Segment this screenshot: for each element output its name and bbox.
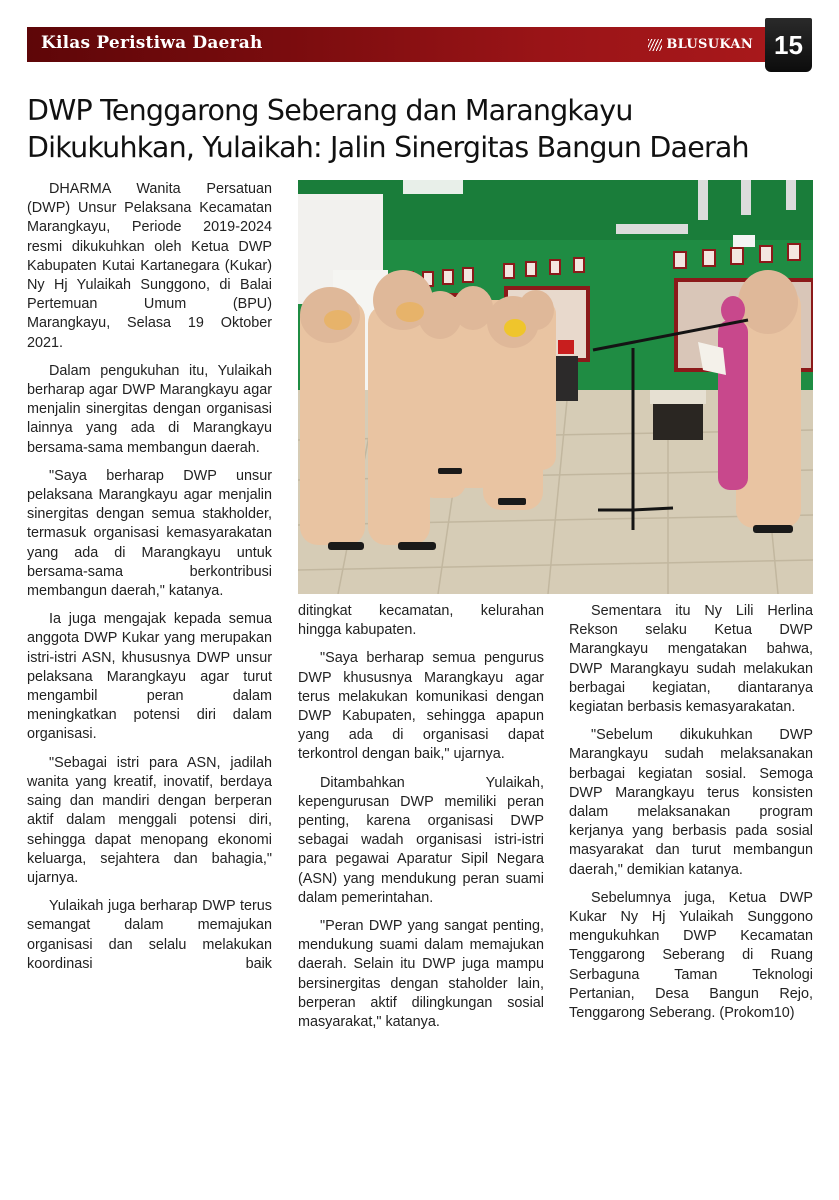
diagonal-stripes-icon [648,39,662,51]
rubric-label-group [648,37,753,52]
paragraph: Dalam pengukuhan itu, Yulaikah berharap agar DWP Marangkayu agar menjalin sinergitas dengan organisasi lainnya yang ada di Marangkayu bersama-sama membangun daerah. [27,362,272,456]
article-column-3 [569,602,813,1032]
paragraph: Yulaikah juga berharap DWP terus semangat dalam memajukan organisasi dan selalu melakukan koordinasi baik [27,898,272,972]
rubric-label: BLUSUKAN [666,37,753,52]
section-title: Kilas Peristiwa Daerah [41,33,263,53]
paragraph: Ia juga mengajak kepada semua anggota DWP Kukar yang merupakan istri-istri ASN, khususnya DWP unsur pelaksana Marangkayu agar turut mengambil peran dalam meningkatkan potensi diri dalam organisasi. [27,611,272,743]
page-number-box [765,18,812,72]
article-headline [27,92,827,166]
paragraph: ditingkat kecamatan, kelurahan hingga kabupaten. [298,603,544,639]
paragraph: DHARMA Wanita Persatuan (DWP) Unsur Pelaksana Kecamatan Marangkayu, Periode 2019-2024 resmi dikukuhkan oleh Ketua DWP Kabupaten Kutai Kartanegara (Kukar) Ny Hj Yulaikah Sunggono, di Balai Pertemuan Umum (BPU) Marangkayu, Selasa 19 Oktober 2021. [27,181,272,351]
section-header-bar [27,27,767,62]
event-photo [298,180,813,594]
paragraph: "Saya berharap semua pengurus DWP khususnya Marangkayu agar terus melakukan komunikasi dengan DWP Kabupaten, sehingga apapun yang ada di organisasi dapat terkontrol dengan baik," ujarnya. [298,650,544,763]
paragraph: Sementara itu Ny Lili Herlina Rekson selaku Ketua DWP Marangkayu mengatakan bahwa, DWP Marangkayu sudah melakukan berbagai kegiatan, diantaranya kegiatan berbasis kemasyarakatan. [569,603,813,716]
paragraph: Ditambahkan Yulaikah, kepengurusan DWP memiliki peran penting, karena organisasi DWP sebagai wadah organisasi istri-istri para pegawai Aparatur Sipil Negara (ASN) yang mendukung peran suami dalam pemerintahan. [298,774,544,906]
paragraph: "Sebelum dikukuhkan DWP Marangkayu sudah melaksanakan berbagai kegiatan sosial. Semoga DWP Marangkayu terus konsisten dalam melaksanakan program kerjanya yang berbasis pada sosial masyarakat dan turut membangun daerah," demikian katanya. [569,727,813,878]
paragraph: Sebelumnya juga, Ketua DWP Kukar Ny Hj Yulaikah Sunggono mengukuhkan DWP Kecamatan Tenggarong Seberang di Ruang Serbaguna Taman Teknologi Pertanian, Desa Bangun Rejo, Tenggarong Seberang. (Prokom10) [569,889,813,1022]
article-column-1 [27,180,272,983]
headline-line: Dikukuhkan, Yulaikah: Jalin Sinergitas Bangun Daerah [27,131,749,164]
headline-line: DWP Tenggarong Seberang dan Marangkayu [27,94,633,127]
paragraph: "Peran DWP yang sangat penting, mendukung suami dalam memajukan daerah. Selain itu DWP juga mampu bersinergitas dengan staholder lain, berperan aktif dilingkungan sosial masyarakat," katanya. [298,918,544,1031]
page-number: 15 [774,29,803,60]
paragraph: "Saya berharap DWP unsur pelaksana Marangkayu agar menjalin sinergitas dengan semua stakholder, termasuk organisasi kemasyarakatan yang ada di Marangkayu untuk bersama-sama berkontribusi membangun daerah," katanya. [27,467,272,600]
photo-illustration [298,180,813,594]
article-column-2 [298,602,544,1041]
paragraph: "Sebagai istri para ASN, jadilah wanita yang kreatif, inovatif, berdaya saing dan mandiri dengan berperan aktif dalam menggali potensi diri, sehingga dapat menopang ekonomi keluarga, sejahtera dan bahagia," ujarnya. [27,754,272,886]
